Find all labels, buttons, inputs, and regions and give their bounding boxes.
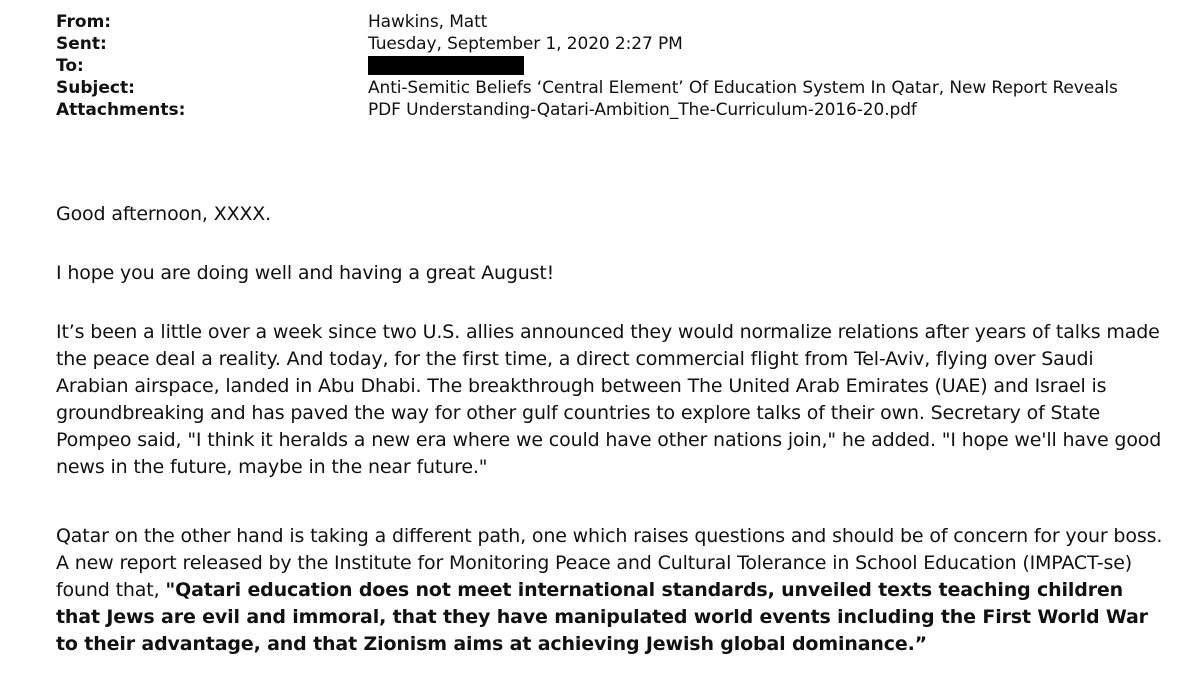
paragraph-1: I hope you are doing well and having a great August! [56,262,555,284]
paragraph-2: It’s been a little over a week since two U.S. allies announced they would normalize relations after years of talks made the peace deal a reality. And today, for the first time, a direct commercial flight from Tel-Aviv, flying over Saudi Arabian airspace, landed in Abu Dhabi. The breakthrough between The United Arab Emirates (UAE) and Israel is groundbreaking and has paved the way for other gulf countries to explore talks of their own. Secretary of State Pompeo said, "I think it heralds a new era where we could have other nations join," he added. "I hope we'll have good news in the future, maybe in the near future." [56,321,1162,478]
attachments-row [56,99,1176,121]
paragraph-3 [56,523,1166,658]
sent-value: Tuesday, September 1, 2020 2:27 PM [368,34,683,54]
subject-value: Anti-Semitic Beliefs ‘Central Element’ Of Education System In Qatar, New Report Reveals [368,78,1118,98]
from-value: Hawkins, Matt [368,12,488,32]
attachment-file-link[interactable]: PDF Understanding-Qatari-Ambition_The-Curriculum-2016-20.pdf [368,100,917,120]
sent-label: Sent: [56,34,107,54]
paragraph-3-intro: Qatar on the other hand is taking a different path, one which raises questions and should be of concern for your boss. A new report released by the Institute for Monitoring Peace and Cultural Tolerance in School Education (IMPACT-se) found that, [56,525,1163,601]
to-row [56,55,1176,77]
redaction-bar [368,56,524,75]
to-value [368,55,524,77]
greeting: Good afternoon, XXXX. [56,203,272,225]
sent-row [56,33,1176,55]
email-header [56,11,1176,121]
to-label: To: [56,56,84,76]
from-row [56,11,1176,33]
paragraph-3-quote: "Qatari education does not meet international standards, unveiled texts teaching children that Jews are evil and immoral, that they have manipulated world events including the First World War to their advantage, and that Zionism aims at achieving Jewish global dominance.” [56,579,1148,655]
subject-label: Subject: [56,78,135,98]
attachments-label: Attachments: [56,100,186,120]
subject-row [56,77,1176,99]
from-label: From: [56,12,112,32]
